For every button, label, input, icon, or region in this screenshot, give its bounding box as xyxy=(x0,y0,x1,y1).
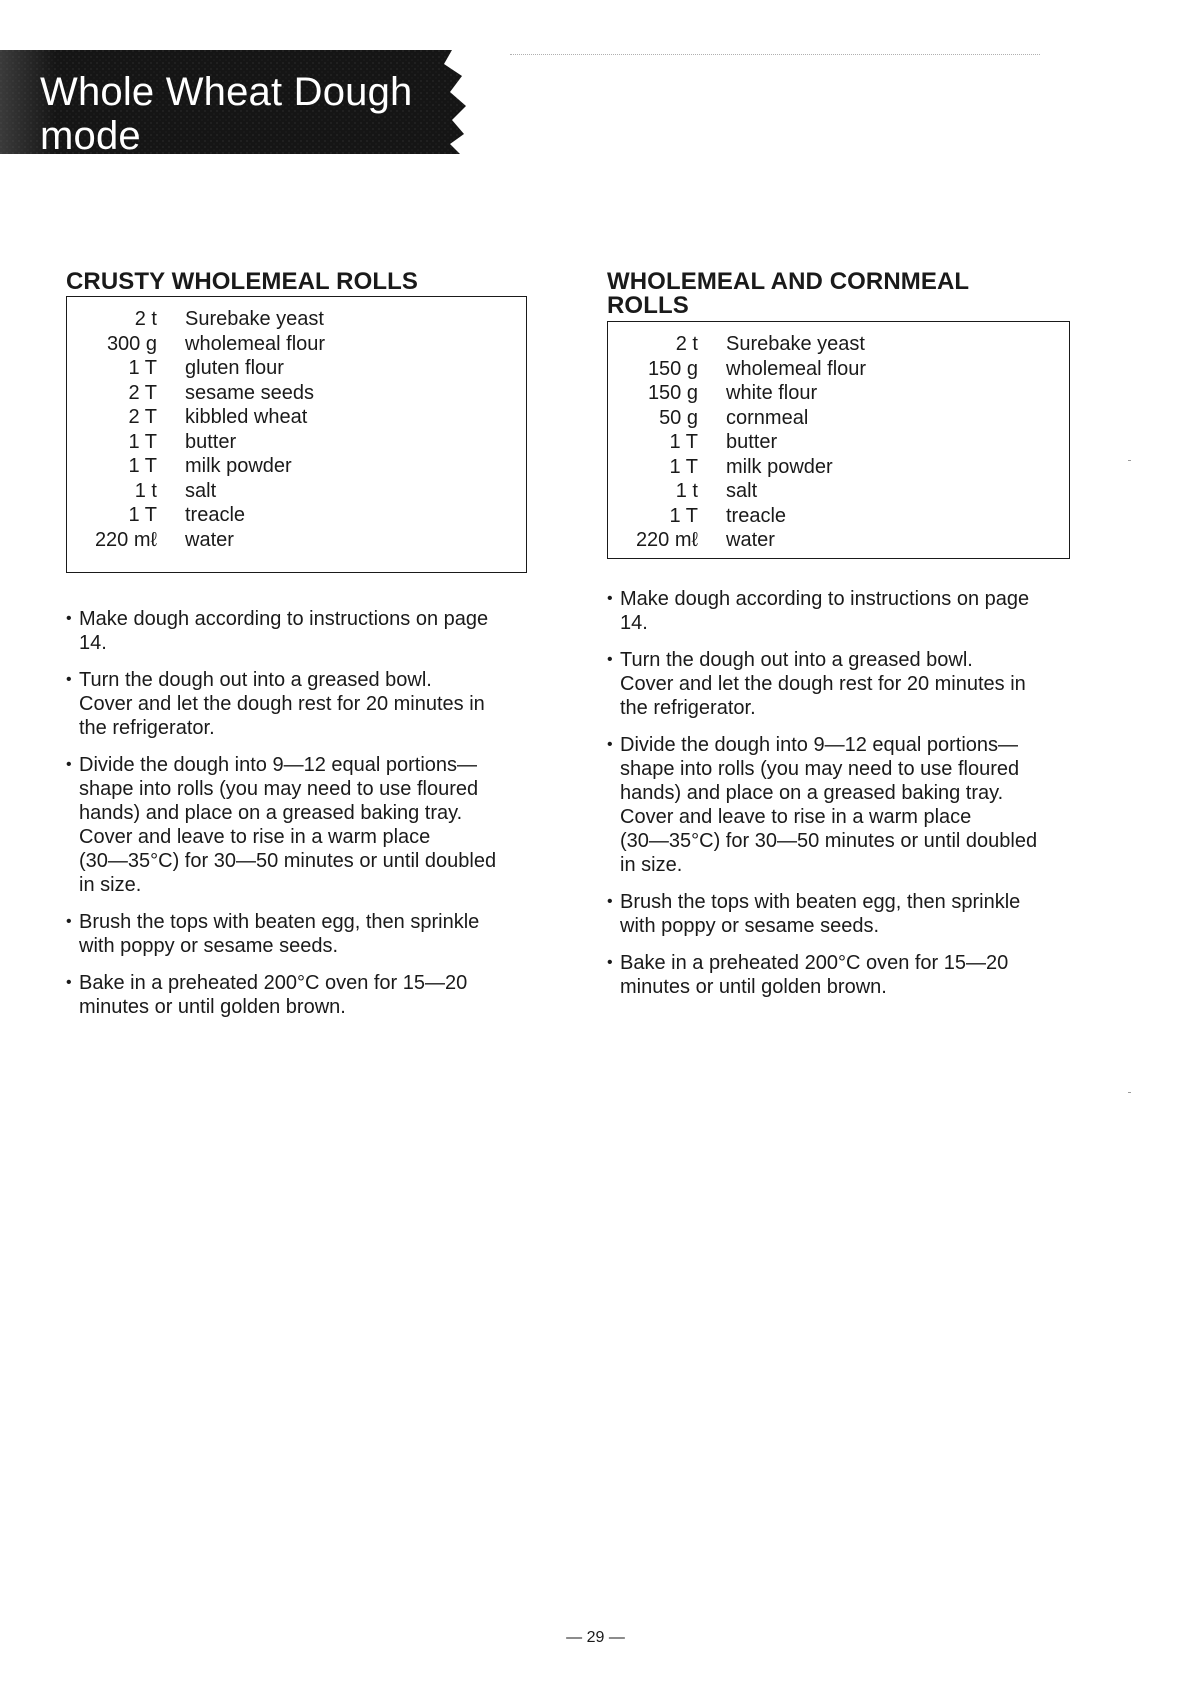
ingredient-qty: 1 t xyxy=(134,479,157,502)
method-step xyxy=(607,587,1073,635)
recipe-title-line: ROLLS xyxy=(607,292,689,319)
ingredient-row xyxy=(608,504,1069,529)
step-line: Brush the tops with beaten egg, then sprinkle xyxy=(79,911,480,933)
bullet-icon: • xyxy=(66,671,72,688)
ingredient-qty: 1 t xyxy=(675,480,698,502)
ingredient-name: cornmeal xyxy=(726,406,809,429)
ingredient-qty: 2 T xyxy=(128,406,157,428)
ingredient-row xyxy=(608,430,1069,455)
ingredient-row xyxy=(608,332,1069,357)
ingredient-qty: 220 mℓ xyxy=(94,528,157,551)
banner-title xyxy=(40,70,412,158)
step-line: Make dough according to instructions on page xyxy=(620,588,1030,610)
step-line: Divide the dough into 9—12 equal portions— xyxy=(79,754,478,776)
bullet-icon: • xyxy=(607,651,613,668)
ingredient-row xyxy=(608,406,1069,431)
step-line: 14. xyxy=(79,632,107,654)
bullet-icon: • xyxy=(607,954,613,971)
step-line: Bake in a preheated 200°C oven for 15—20 xyxy=(620,952,1009,974)
bullet-icon: • xyxy=(607,893,613,910)
ingredient-row xyxy=(67,503,526,528)
ingredient-name: milk powder xyxy=(726,455,833,478)
ingredient-name: water xyxy=(185,528,234,551)
step-line: Turn the dough out into a greased bowl. xyxy=(620,649,973,671)
step-line: (30—35°C) for 30—50 minutes or until doubled xyxy=(620,830,1038,852)
ingredient-row xyxy=(67,381,526,406)
bullet-icon: • xyxy=(607,736,613,753)
ingredient-name: treacle xyxy=(185,504,246,526)
ingredient-qty: 220 mℓ xyxy=(635,529,698,551)
page-number: — 29 — xyxy=(566,1629,625,1646)
step-line: shape into rolls (you may need to use floured xyxy=(79,778,479,800)
recipe-crusty-wholemeal-rolls xyxy=(66,270,532,1032)
ingredient-qty: 300 g xyxy=(106,332,157,355)
step-line: Turn the dough out into a greased bowl. xyxy=(79,669,432,691)
recipe-wholemeal-and-cornmeal-rolls xyxy=(607,270,1073,1012)
ingredient-row xyxy=(67,479,526,504)
step-line: minutes or until golden brown. xyxy=(79,996,346,1018)
banner-title-line1: Whole Wheat Dough xyxy=(40,70,413,114)
step-line: (30—35°C) for 30—50 minutes or until doubled xyxy=(79,850,497,872)
step-line: Cover and leave to rise in a warm place xyxy=(79,826,431,848)
ingredient-row xyxy=(608,528,1069,553)
step-line: the refrigerator. xyxy=(79,717,215,739)
recipe-title xyxy=(607,270,1073,318)
ingredient-qty: 2 t xyxy=(675,333,698,355)
method-step xyxy=(66,910,532,958)
method-step xyxy=(607,648,1073,720)
step-line: Bake in a preheated 200°C oven for 15—20 xyxy=(79,972,468,994)
method-step xyxy=(66,668,532,740)
step-line: hands) and place on a greased baking tray. xyxy=(620,782,1004,804)
step-line: shape into rolls (you may need to use floured xyxy=(620,758,1020,780)
ingredient-row xyxy=(608,479,1069,504)
ingredient-qty: 150 g xyxy=(647,382,698,404)
ingredient-name: treacle xyxy=(726,504,787,527)
step-line: Brush the tops with beaten egg, then sprinkle xyxy=(620,891,1021,913)
step-line: hands) and place on a greased baking tray. xyxy=(79,802,463,824)
ingredient-name: Surebake yeast xyxy=(726,333,865,355)
ingredient-row xyxy=(608,455,1069,480)
ingredient-row xyxy=(67,430,526,455)
ingredient-row xyxy=(608,357,1069,382)
ingredient-name: gluten flour xyxy=(185,357,284,379)
step-line: the refrigerator. xyxy=(620,697,756,719)
ingredient-name: Surebake yeast xyxy=(185,308,324,330)
step-line: Divide the dough into 9—12 equal portions— xyxy=(620,734,1019,756)
method-step xyxy=(66,607,532,655)
bullet-icon: • xyxy=(66,974,72,991)
step-line: Cover and let the dough rest for 20 minutes in xyxy=(620,673,1026,695)
step-line: 14. xyxy=(620,612,648,634)
ingredient-name: white flour xyxy=(726,382,818,404)
step-line: Make dough according to instructions on page xyxy=(79,608,489,630)
step-line: with poppy or sesame seeds. xyxy=(620,915,880,937)
step-line: minutes or until golden brown. xyxy=(620,976,887,998)
method-step xyxy=(607,890,1073,938)
method-step xyxy=(607,733,1073,877)
method-step xyxy=(607,951,1073,999)
ingredient-row xyxy=(67,528,526,553)
method-steps xyxy=(66,607,532,1019)
recipe-title xyxy=(66,270,532,294)
ingredient-qty: 2 T xyxy=(128,381,157,404)
edge-mark xyxy=(1128,460,1131,461)
ingredient-qty: 1 T xyxy=(128,455,157,477)
ingredient-qty: 1 T xyxy=(128,357,157,379)
banner-title-line2: mode xyxy=(40,114,141,158)
step-line: with poppy or sesame seeds. xyxy=(79,935,339,957)
ingredient-row xyxy=(67,454,526,479)
method-steps xyxy=(607,587,1073,999)
ingredient-qty: 1 T xyxy=(669,431,698,453)
ingredient-qty: 1 T xyxy=(128,430,157,453)
bullet-icon: • xyxy=(66,756,72,773)
recipe-title-line: WHOLEMEAL AND CORNMEAL xyxy=(607,268,970,295)
bullet-icon: • xyxy=(607,590,613,607)
method-step xyxy=(66,971,532,1019)
ingredient-name: wholemeal flour xyxy=(726,357,867,380)
ingredient-name: milk powder xyxy=(185,455,292,477)
ingredient-qty: 1 T xyxy=(128,504,157,526)
header-rule xyxy=(510,54,1040,55)
ingredient-qty: 150 g xyxy=(647,357,698,380)
bullet-icon: • xyxy=(66,610,72,627)
ingredient-qty: 1 T xyxy=(669,455,698,478)
ingredient-qty: 2 t xyxy=(134,308,157,330)
ingredient-name: kibbled wheat xyxy=(185,406,308,428)
ingredient-row xyxy=(67,405,526,430)
ingredient-name: wholemeal flour xyxy=(185,332,326,355)
step-line: in size. xyxy=(620,854,683,876)
ingredient-name: sesame seeds xyxy=(185,381,314,404)
step-line: Cover and let the dough rest for 20 minutes in xyxy=(79,693,485,715)
ingredient-qty: 50 g xyxy=(659,406,698,429)
ingredient-box xyxy=(607,321,1070,559)
recipe-title-line: CRUSTY WHOLEMEAL ROLLS xyxy=(66,268,418,295)
ingredient-name: butter xyxy=(726,431,778,453)
ingredient-name: salt xyxy=(726,480,758,502)
step-line: Cover and leave to rise in a warm place xyxy=(620,806,972,828)
ingredient-name: water xyxy=(726,529,775,551)
edge-mark xyxy=(1128,1092,1131,1093)
ingredient-row xyxy=(67,332,526,357)
ingredient-row xyxy=(67,356,526,381)
mode-banner xyxy=(0,50,470,158)
ingredient-row xyxy=(67,307,526,332)
step-line: in size. xyxy=(79,874,142,896)
ingredient-name: salt xyxy=(185,479,217,502)
ingredient-qty: 1 T xyxy=(669,504,698,527)
method-step xyxy=(66,753,532,897)
ingredient-box xyxy=(66,296,527,573)
ingredient-name: butter xyxy=(185,430,237,453)
ingredient-row xyxy=(608,381,1069,406)
bullet-icon: • xyxy=(66,913,72,930)
